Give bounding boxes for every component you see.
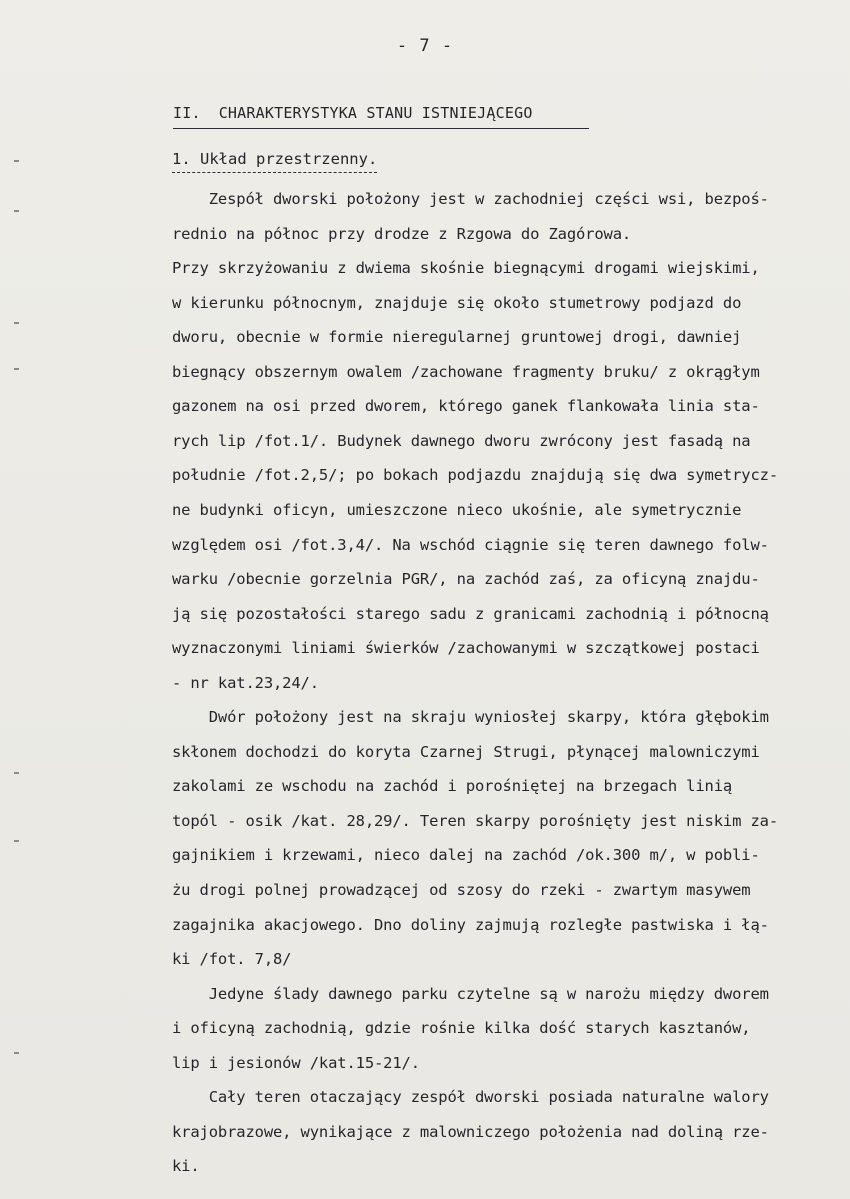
text-line: dworu, obecnie w formie nieregularnej gruntowej drogi, dawniej [172,328,742,347]
margin-mark [14,160,19,162]
text-line: warku /obecnie gorzelnia PGR/, na zachód zaś, za oficyną znajdu- [172,570,760,588]
text-line: topól - osik /kat. 28,29/. Teren skarpy porośnięty jest niskim za- [172,811,778,830]
margin-mark [14,772,19,774]
margin-mark [14,368,19,370]
text-line: Dwór położony jest na skraju wyniosłej skarpy, która głębokim [172,708,769,727]
page-number: - 7 - [396,36,454,56]
margin-mark [14,322,19,324]
margin-mark [14,210,19,212]
subsection-heading: 1. Układ przestrzenny. [172,150,377,173]
text-line: Jedyne ślady dawnego parku czytelne są w narożu między dworem [172,984,769,1003]
text-line: - nr kat.23,24/. [172,673,319,692]
text-line: zakolami ze wschodu na zachód i porośniętej na brzegach linią [172,777,733,796]
text-line: Przy skrzyżowaniu z dwiema skośnie biegnącymi drogami wiejskimi, [172,259,760,278]
text-line: w kierunku północnym, znajduje się około stumetrowy podjazd do [172,293,742,312]
margin-mark [14,1052,19,1054]
text-line: i oficyną zachodnią, gdzie rośnie kilka dość starych kasztanów, [172,1019,751,1038]
text-line: lip i jesionów /kat.15-21/. [172,1053,420,1072]
text-line: rych lip /fot.1/. Budynek dawnego dworu zwrócony jest fasadą na [172,431,751,450]
text-line: zagajnika akacjowego. Dno doliny zajmują rozległe pastwiska i łą- [172,915,769,934]
section-number: II. [173,104,201,122]
text-line: względem osi /fot.3,4/. Na wschód ciągnie się teren dawnego folw- [172,535,769,554]
text-line: ne budynki oficyn, umieszczone nieco ukośnie, ale symetrycznie [172,500,742,519]
text-line: wyznaczonymi liniami świerków /zachowanymi w szczątkowej postaci [172,639,760,658]
text-line: rednio na północ przy drodze z Rzgowa do Zagórowa. [172,224,632,243]
text-line: ją się pozostałości starego sadu z granicami zachodnią i północną [172,604,769,623]
margin-mark [14,840,19,842]
text-line: gazonem na osi przed dworem, którego ganek flankowała linia sta- [172,397,760,416]
text-line: żu drogi polnej prowadzącej od szosy do rzeki - zwartym masywem [172,881,751,899]
text-line: południe /fot.2,5/; po bokach podjazdu znajdują się dwa symetrycz- [172,466,778,485]
text-line: krajobrazowe, wynikające z malowniczego położenia nad doliną rze- [172,1122,769,1141]
text-line: gajnikiem i krzewami, nieco dalej na zachód /ok.300 m/, w pobli- [172,846,760,865]
text-line: biegnący obszernym owalem /zachowane fragmenty bruku/ z okrągłym [172,362,760,381]
text-line: skłonem dochodzi do koryta Czarnej Strugi, płynącej malowniczymi [172,742,760,761]
text-line: Cały teren otaczający zespół dworski posiada naturalne walory [172,1088,769,1107]
text-line: Zespół dworski położony jest w zachodniej części wsi, bezpoś- [172,190,769,208]
text-line: ki /fot. 7,8/ [172,950,292,969]
section-title: CHARAKTERYSTYKA STANU ISTNIEJĄCEGO [218,104,533,122]
text-line: ki. [172,1157,200,1176]
section-heading [173,104,589,129]
